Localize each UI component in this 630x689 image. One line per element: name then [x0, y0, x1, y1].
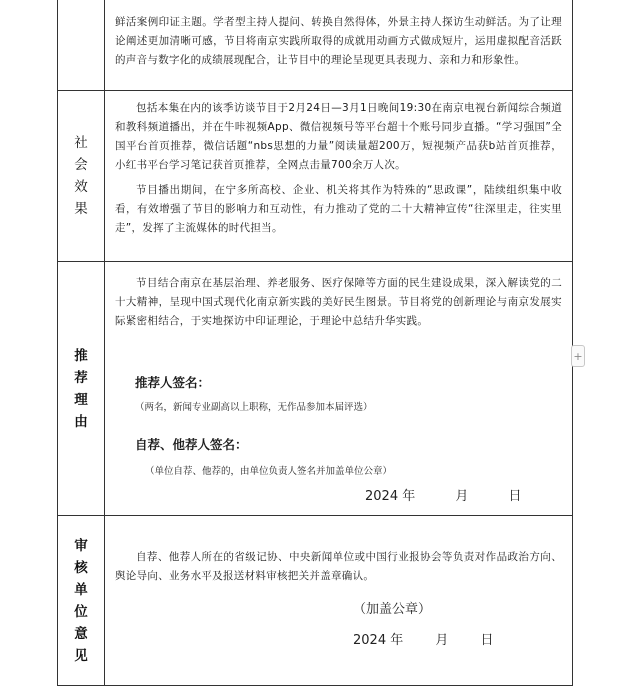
social-effect-row: [58, 91, 573, 262]
review-date-day: 日: [480, 633, 494, 648]
recommend-date-day: 日: [508, 489, 522, 504]
intro-content-cell: [105, 0, 573, 91]
review-content-cell: [105, 516, 573, 686]
recommend-paragraph: 节目结合南京在基层治理、养老服务、医疗保障等方面的民生建设成果，深入解读党的二十大精神，呈现中国式现代化南京新实践的美好民生图景。节目将党的创新理论与南京发展实际紧密相结合，于实地探访中印证理论，于理论中总结升华实践。: [115, 277, 562, 327]
recommend-row: [58, 262, 573, 516]
recommender-note: （两名，新闻专业副高以上职称，无作品参加本届评选）: [135, 402, 373, 413]
review-date: [353, 629, 562, 648]
review-date-month: 月: [435, 633, 449, 648]
recommend-date-month: 月: [455, 489, 469, 504]
review-paragraph: 自荐、他荐人所在的省级记协、中央新闻单位或中国行业报协会等负责对作品政治方向、舆论导向、业务水平及报送材料审核把关并盖章确认。: [115, 551, 562, 582]
social-effect-paragraph-2: 节目播出期间，在宁多所高校、企业、机关将其作为特殊的“思政课”，陆续组织集中收看，有效增强了节目的影响力和互动性，有力推动了党的二十大精神宣传“往深里走，往实里走”，发挥了主流媒体的时代担当。: [115, 184, 562, 234]
plus-icon: +: [573, 350, 583, 363]
recommend-date-year: 2024 年: [365, 489, 416, 504]
intro-row: [58, 0, 573, 91]
review-row: [58, 516, 573, 686]
recommend-label-cell: [58, 262, 105, 516]
expand-plus-button[interactable]: [571, 345, 585, 367]
intro-paragraph: 鲜活案例印证主题。学者型主持人提问、转换自然得体，外景主持人探访生动鲜活。为了让理论阐述更加清晰可感，节目将南京实践所取得的成就用动画方式做成短片，运用虚拟配音活跃的声音与数字化的成绩展现配合，让节目中的理论呈现更具表现力、亲和力和形象性。: [115, 16, 562, 66]
recommend-label: 推荐理由: [74, 347, 88, 430]
review-stamp: （加盖公章）: [353, 602, 432, 617]
review-date-year: 2024 年: [353, 633, 404, 648]
social-effect-content-cell: [105, 91, 573, 262]
social-effect-label-cell: [58, 91, 105, 262]
social-effect-paragraph-1: 包括本集在内的该季访谈节目于2月24日—3月1日晚间19:30在南京电视台新闻综合频道和教科频道播出，并在牛咔视频App、微信视频号等平台超十个账号同步直播。“学习强国”全国平台首页推荐，微信话题“nbs思想的力量”阅读量超200万，短视频产品获b站首页推荐，小红书平台学习笔记获首页推荐，全网点击量700余万人次。: [115, 102, 562, 171]
review-label: 审核单位意见: [74, 537, 88, 664]
review-label-cell: [58, 516, 105, 686]
self-sign-note: （单位自荐、他荐的，由单位负责人签名并加盖单位公章）: [145, 466, 393, 477]
recommender-sign-label: 推荐人签名：: [135, 375, 211, 390]
award-form-table: [57, 0, 573, 686]
recommend-content-cell: [105, 262, 573, 516]
intro-label-cell: [58, 0, 105, 91]
social-effect-label: 社会效果: [74, 135, 88, 217]
recommend-date: [365, 485, 562, 504]
self-sign-label: 自荐、他荐人签名：: [135, 437, 248, 452]
